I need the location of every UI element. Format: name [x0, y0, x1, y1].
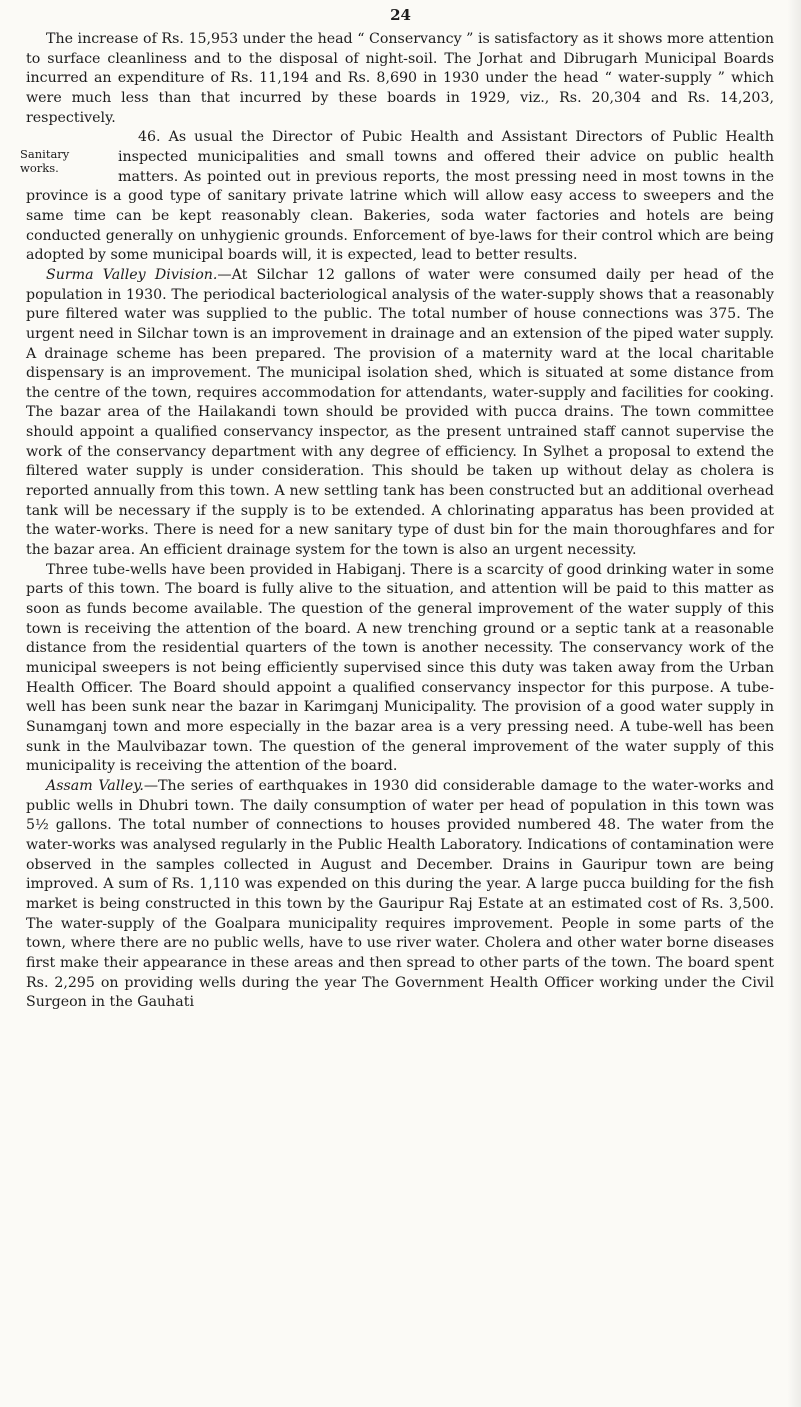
page-number: 24: [390, 6, 411, 24]
paragraph-surma-valley-text: —At Silchar 12 gallons of water were consumed daily per head of the population in 1930. The periodical bacteriological analysis of the water-supply shows that a reasonably pure filtered water was supplied to the public. The total number of house connections was 375. The urgent need in Silchar town is an improvement in drainage and an extension of the piped water supply. A drainage scheme has been prepared. The provision of a maternity ward at the local charitable dispensary is an improvement. The municipal isolation shed, which is situated at some distance from the centre of the town, requires accommodation for attendants, water-supply and facilities for cooking. The bazar area of the Hailakandi town should be provided with pucca drains. The town committee should appoint a qualified conservancy inspector, as the present untrained staff cannot supervise the work of the conservancy department with any degree of efficiency. In Sylhet a proposal to extend the filtered water supply is under consideration. This should be taken up without delay as cholera is reported annually from this town. A new settling tank has been constructed but an additional overhead tank will be necessary if the supply is to be extended. A chlorinating apparatus has been provided at the water-works. There is need for a new sanitary type of dust bin for the main thoroughfares and for the bazar area. An efficient drainage system for the town is also an urgent necessity.: [26, 266, 774, 559]
body-text: [20, 30, 774, 1013]
paragraph-conservancy: The increase of Rs. 15,953 under the head “ Conservancy ” is satisfactory as it shows more attention to surface cleanliness and to the disposal of night-soil. The Jorhat and Dibrugarh Municipal Boards incurred an expenditure of Rs. 11,194 and Rs. 8,690 in 1930 under the head “ water-supply ” which were much less than that incurred by these boards in 1929, viz., Rs. 20,304 and Rs. 14,203, respectively.: [26, 31, 774, 126]
margin-note-sanitary-works: Sanitary works.: [20, 147, 70, 176]
paragraph-surma-valley: [26, 266, 774, 561]
page-edge-shadow: [787, 0, 801, 1407]
paragraph-46: [20, 128, 774, 266]
section-title-assam-valley: Assam Valley.: [46, 777, 144, 794]
paragraph-habiganj: Three tube-wells have been provided in Habiganj. There is a scarcity of good drinking water in some parts of this town. The board is fully alive to the situation, and attention will be paid to this matter as soon as funds become available. The question of the general improvement of the water supply of this town is receiving the attention of the board. A new trenching ground or a septic tank at a reasonable distance from the residential quarters of the town is another necessity. The conservancy work of the municipal sweepers is not being efficiently supervised since this duty was taken away from the Urban Health Officer. The Board should appoint a qualified conservancy inspector for this purpose. A tube-well has been sunk near the bazar in Karimganj Municipality. The provision of a good water supply in Sunamganj town and more especially in the bazar area is a very pressing need. A tube-well has been sunk in the Maulvibazar town. The question of the general improvement of the water supply of this municipality is receiving the attention of the board.: [26, 561, 774, 775]
paragraph-assam-valley-text: —The series of earthquakes in 1930 did considerable damage to the water-works and public wells in Dhubri town. The daily consumption of water per head of population in this town was 5½ gallons. The total number of connections to houses provided numbered 48. The water from the water-works was analysed regularly in the Public Health Laboratory. Indications of contamination were observed in the samples collected in August and December. Drains in Gauripur town are being improved. A sum of Rs. 1,110 was expended on this during the year. A large pucca building for the fish market is being constructed in this town by the Gauripur Raj Estate at an estimated cost of Rs. 3,500. The water-supply of the Goalpara municipality requires improvement. People in some parts of the town, where there are no public wells, have to use river water. Cholera and other water borne diseases first make their appearance in these areas and then spread to other parts of the town. The board spent Rs. 2,295 on providing wells during the year The Government Health Officer working under the Civil Surgeon in the Gauhati: [26, 777, 774, 1011]
paragraph-46-text: 46. As usual the Director of Pubic Health and Assistant Directors of Public Health inspected municipalities and small towns and offered their advice on public health matters. As pointed out in previous reports, the most pressing need in most towns in the province is a good type of sanitary private latrine which will allow easy access to sweepers and the same time can be kept reasonably clean. Bakeries, soda water factories and hotels are being conducted generally on unhygienic grounds. Enforcement of bye-laws for their control which are being adopted by some municipal boards will, it is expected, lead to better results.: [26, 129, 774, 264]
section-title-surma-valley: Surma Valley Division.: [46, 266, 218, 283]
paragraph-assam-valley: [26, 777, 774, 1013]
